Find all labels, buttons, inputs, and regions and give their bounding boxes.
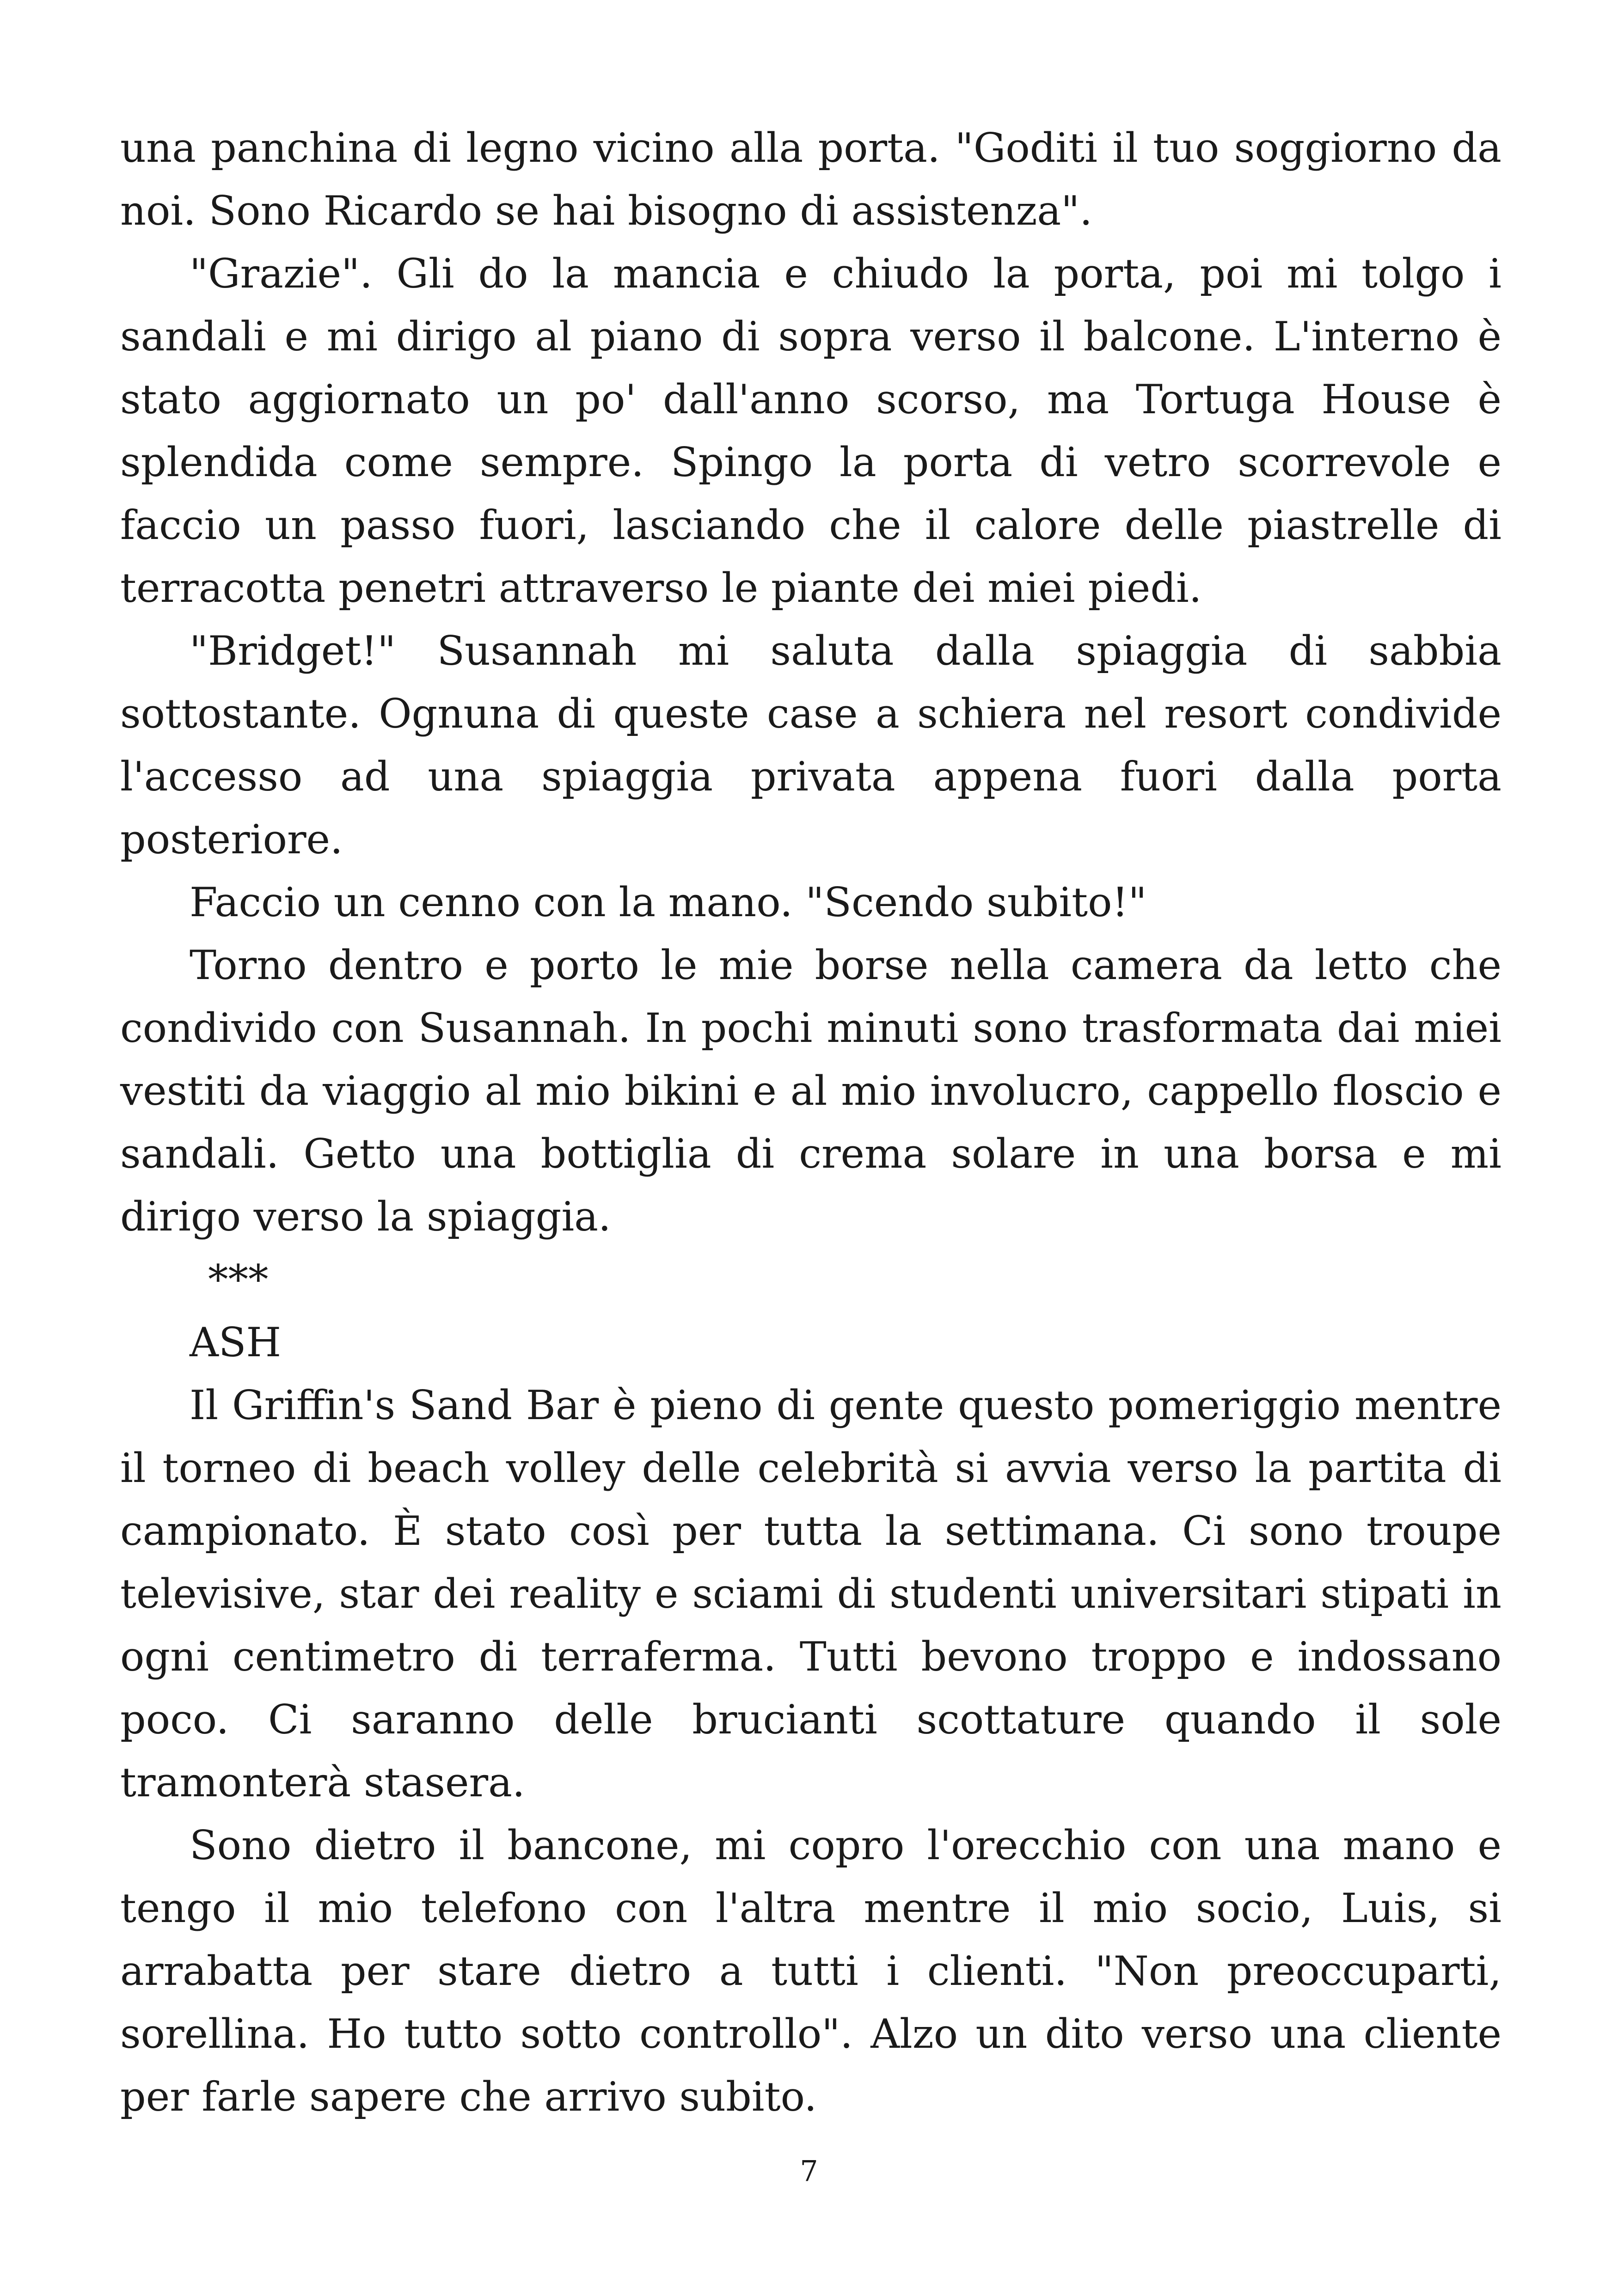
paragraph: "Grazie". Gli do la mancia e chiudo la porta, poi mi tolgo i sandali e mi dirigo al piano di sopra verso il balcone. L'interno è stato aggiornato un po' dall'anno scorso, ma Tortuga House è splendida come sempre. Spingo la porta di vetro scorrevole e faccio un passo fuori, lasciando che il calore delle piastrelle di terracotta penetri attraverso le piante dei miei piedi.	[120, 250, 1502, 612]
page-body	[120, 116, 1502, 2128]
paragraph: Faccio un cenno con la mano. "Scendo subito!"	[190, 879, 1147, 926]
scene-separator: ***	[208, 1256, 269, 1303]
paragraph: Torno dentro e porto le mie borse nella camera da letto che condivido con Susannah. In pochi minuti sono trasformata dai miei vestiti da viaggio al mio bikini e al mio involucro, cappello floscio e sandali. Getto una bottiglia di crema solare in una borsa e mi dirigo verso la spiaggia.	[120, 942, 1502, 1240]
section-heading: ASH	[190, 1319, 282, 1366]
paragraph: Il Griffin's Sand Bar è pieno di gente questo pomeriggio mentre il torneo di beach volley delle celebrità si avvia verso la partita di campionato. È stato così per tutta la settimana. Ci sono troupe televisive, star dei reality e sciami di studenti universitari stipati in ogni centimetro di terraferma. Tutti bevono troppo e indossano poco. Ci saranno delle brucianti scottature quando il sole tramonterà stasera.	[120, 1382, 1502, 1806]
paragraph: una panchina di legno vicino alla porta. "Goditi il tuo soggiorno da noi. Sono Ricardo se hai bisogno di assistenza".	[120, 124, 1502, 234]
page-number: 7	[800, 2154, 818, 2188]
paragraph: Sono dietro il bancone, mi copro l'orecchio con una mano e tengo il mio telefono con l'altra mentre il mio socio, Luis, si arrabatta per stare dietro a tutti i clienti. "Non preoccuparti, sorellina. Ho tutto sotto controllo". Alzo un dito verso una cliente per farle sapere che arrivo subito.	[120, 1822, 1502, 2120]
paragraph: "Bridget!" Susannah mi saluta dalla spiaggia di sabbia sottostante. Ognuna di queste case a schiera nel resort condivide l'accesso ad una spiaggia privata appena fuori dalla porta posteriore.	[120, 627, 1502, 863]
